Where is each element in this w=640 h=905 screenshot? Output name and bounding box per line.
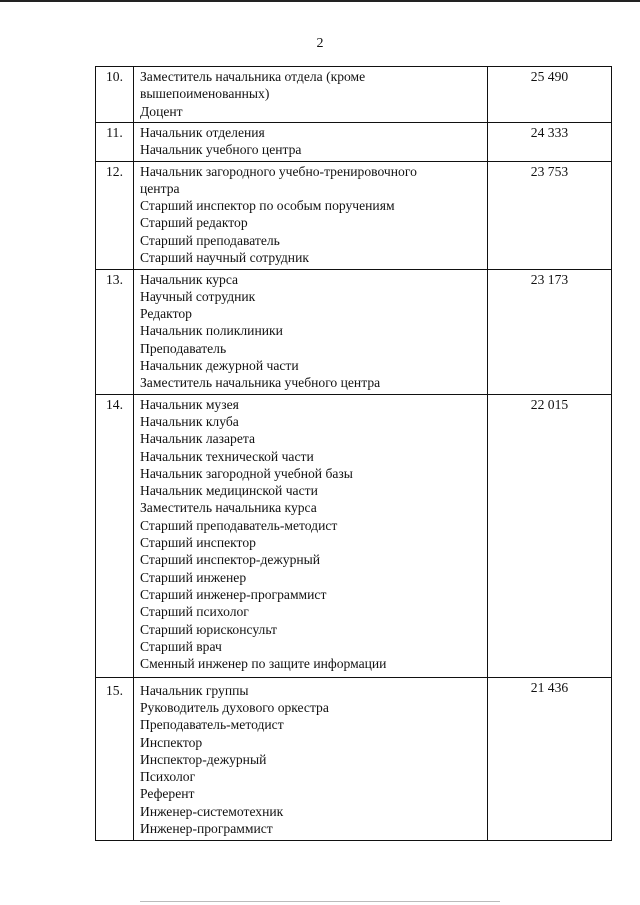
position-title: Начальник медицинской части	[140, 483, 318, 499]
position-title: Руководитель духового оркестра	[140, 699, 329, 715]
table-row	[96, 67, 612, 123]
position-title: Начальник группы	[140, 682, 249, 698]
position-list	[134, 677, 488, 840]
salary-table-body	[96, 67, 612, 841]
position-title: Начальник дежурной части	[140, 358, 299, 374]
position-title: Начальник лазарета	[140, 431, 256, 447]
position-title: Начальник поликлиники	[140, 323, 283, 339]
position-title: Заместитель начальника курса	[140, 500, 317, 516]
position-title: Преподаватель-методист	[140, 717, 284, 733]
position-title: Заместитель начальника отдела (кроме	[140, 69, 366, 84]
position-title: Старший инспектор	[140, 535, 256, 551]
salary-value: 23 173	[488, 269, 612, 394]
position-title: Старший научный сотрудник	[140, 250, 309, 266]
position-title: Начальник курса	[140, 271, 239, 287]
salary-value: 23 753	[488, 161, 612, 269]
position-title: Инспектор	[140, 734, 203, 750]
salary-value: 22 015	[488, 394, 612, 677]
row-number: 10.	[96, 67, 134, 123]
position-title: Старший редактор	[140, 215, 248, 231]
salary-table	[95, 66, 612, 841]
position-title: Старший преподаватель	[140, 232, 280, 248]
table-row	[96, 269, 612, 394]
position-title: Старший инспектор по особым поручениям	[140, 198, 395, 214]
position-title: Научный сотрудник	[140, 288, 256, 304]
position-title: Инженер-программист	[140, 821, 273, 837]
table-row	[96, 161, 612, 269]
position-title: Начальник учебного центра	[140, 142, 302, 158]
position-title: Старший юрисконсульт	[140, 621, 277, 637]
position-title: Начальник загородной учебной базы	[140, 465, 353, 481]
position-list	[134, 123, 488, 162]
table-row	[96, 123, 612, 162]
position-title: Заместитель начальника учебного центра	[140, 375, 381, 391]
position-title: Начальник музея	[140, 396, 239, 412]
row-number: 14.	[96, 394, 134, 677]
table-row	[96, 677, 612, 840]
table-row	[96, 394, 612, 677]
position-title: Редактор	[140, 306, 192, 322]
position-title: Старший психолог	[140, 604, 249, 620]
page-number: 2	[316, 36, 324, 51]
position-title: Старший инженер-программист	[140, 586, 327, 602]
position-title: Психолог	[140, 769, 196, 785]
position-title: Старший преподаватель-методист	[140, 517, 338, 533]
row-number: 12.	[96, 161, 134, 269]
top-border-line	[0, 0, 640, 2]
position-title: Референт	[140, 786, 195, 802]
position-list	[134, 269, 488, 394]
position-title: Старший врач	[140, 638, 222, 654]
salary-value: 21 436	[488, 677, 612, 840]
salary-value: 25 490	[488, 67, 612, 123]
position-title: Инженер-системотехник	[140, 803, 284, 819]
position-title: Старший инспектор-дежурный	[140, 552, 321, 568]
row-number: 11.	[96, 123, 134, 162]
position-title: Доцент	[140, 103, 183, 119]
salary-value: 24 333	[488, 123, 612, 162]
bottom-edge-line	[140, 901, 500, 902]
position-list	[134, 394, 488, 677]
position-title: Начальник технической части	[140, 448, 314, 464]
position-title: Сменный инженер по защите информации	[140, 656, 387, 672]
row-number: 13.	[96, 269, 134, 394]
position-title: Начальник загородного учебно-тренировочного	[140, 163, 417, 179]
position-list	[134, 67, 488, 123]
position-title: Преподаватель	[140, 340, 227, 356]
position-title: Начальник клуба	[140, 413, 239, 429]
position-title: Инспектор-дежурный	[140, 751, 267, 767]
position-title: Старший инженер	[140, 569, 247, 585]
row-number: 15.	[96, 677, 134, 840]
position-title: центра	[140, 180, 180, 196]
position-title: вышепоименованных)	[140, 86, 270, 102]
position-title: Начальник отделения	[140, 125, 265, 140]
position-list	[134, 161, 488, 269]
